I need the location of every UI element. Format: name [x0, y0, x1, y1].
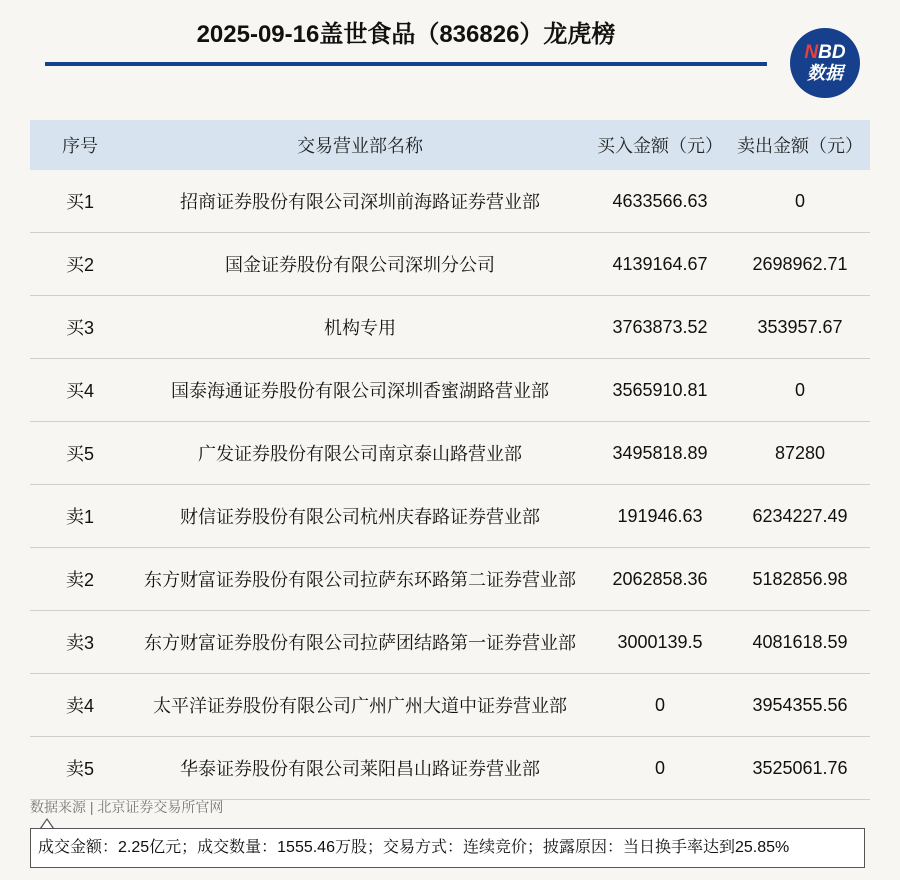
cell-sell-amount: 0: [730, 359, 870, 422]
table-row: [30, 296, 870, 359]
cell-seq: 买5: [30, 422, 130, 485]
cell-buy-amount: 4139164.67: [590, 233, 730, 296]
title-underline: [45, 62, 767, 66]
cell-seq: 卖2: [30, 548, 130, 611]
dragon-tiger-table: [30, 120, 870, 800]
table-row: [30, 548, 870, 611]
cell-seq: 卖4: [30, 674, 130, 737]
cell-branch-name: 太平洋证券股份有限公司广州广州大道中证券营业部: [130, 674, 590, 737]
page-title: 2025-09-16盖世食品（836826）龙虎榜: [196, 21, 616, 48]
header-buy-amount: 买入金额（元）: [590, 120, 730, 170]
cell-branch-name: 国金证券股份有限公司深圳分公司: [130, 233, 590, 296]
logo-rest-letters: BD: [818, 42, 846, 63]
cell-branch-name: 招商证券股份有限公司深圳前海路证券营业部: [130, 170, 590, 233]
logo-text-nbd: [804, 43, 845, 63]
cell-buy-amount: 4633566.63: [590, 170, 730, 233]
nbd-logo: [790, 28, 860, 98]
cell-sell-amount: 87280: [730, 422, 870, 485]
cell-branch-name: 东方财富证券股份有限公司拉萨东环路第二证券营业部: [130, 548, 590, 611]
cell-seq: 买4: [30, 359, 130, 422]
cell-buy-amount: 3565910.81: [590, 359, 730, 422]
header-sell-amount: 卖出金额（元）: [730, 120, 870, 170]
table-row: [30, 737, 870, 800]
trade-summary-note: 成交金额：2.25亿元；成交数量：1555.46万股；交易方式：连续竞价；披露原因：当日换手率达到25.85%: [30, 828, 865, 868]
table-header-row: [30, 120, 870, 170]
header-branch-name: 交易营业部名称: [130, 120, 590, 170]
cell-branch-name: 东方财富证券股份有限公司拉萨团结路第一证券营业部: [130, 611, 590, 674]
table-row: [30, 359, 870, 422]
header-seq: 序号: [30, 120, 130, 170]
cell-sell-amount: 3954355.56: [730, 674, 870, 737]
cell-buy-amount: 0: [590, 737, 730, 800]
table-row: [30, 674, 870, 737]
cell-sell-amount: 2698962.71: [730, 233, 870, 296]
cell-buy-amount: 2062858.36: [590, 548, 730, 611]
table-row: [30, 485, 870, 548]
cell-seq: 买1: [30, 170, 130, 233]
cell-sell-amount: 6234227.49: [730, 485, 870, 548]
cell-sell-amount: 5182856.98: [730, 548, 870, 611]
cell-sell-amount: 0: [730, 170, 870, 233]
cell-sell-amount: 4081618.59: [730, 611, 870, 674]
cell-branch-name: 国泰海通证券股份有限公司深圳香蜜湖路营业部: [130, 359, 590, 422]
cell-seq: 买3: [30, 296, 130, 359]
cell-seq: 买2: [30, 233, 130, 296]
cell-buy-amount: 3763873.52: [590, 296, 730, 359]
cell-buy-amount: 3495818.89: [590, 422, 730, 485]
cell-branch-name: 机构专用: [130, 296, 590, 359]
cell-branch-name: 华泰证券股份有限公司莱阳昌山路证券营业部: [130, 737, 590, 800]
cell-seq: 卖5: [30, 737, 130, 800]
cell-branch-name: 广发证券股份有限公司南京泰山路营业部: [130, 422, 590, 485]
cell-sell-amount: 3525061.76: [730, 737, 870, 800]
cell-seq: 卖3: [30, 611, 130, 674]
table-row: [30, 233, 870, 296]
table-row: [30, 611, 870, 674]
cell-branch-name: 财信证券股份有限公司杭州庆春路证券营业部: [130, 485, 590, 548]
cell-buy-amount: 191946.63: [590, 485, 730, 548]
logo-text-data: 数据: [807, 63, 843, 83]
cell-sell-amount: 353957.67: [730, 296, 870, 359]
logo-accent-letter: N: [804, 42, 819, 63]
table-row: [30, 422, 870, 485]
cell-buy-amount: 3000139.5: [590, 611, 730, 674]
table-row: [30, 170, 870, 233]
cell-buy-amount: 0: [590, 674, 730, 737]
cell-seq: 卖1: [30, 485, 130, 548]
data-source: 数据来源 | 北京证券交易所官网: [30, 799, 224, 815]
